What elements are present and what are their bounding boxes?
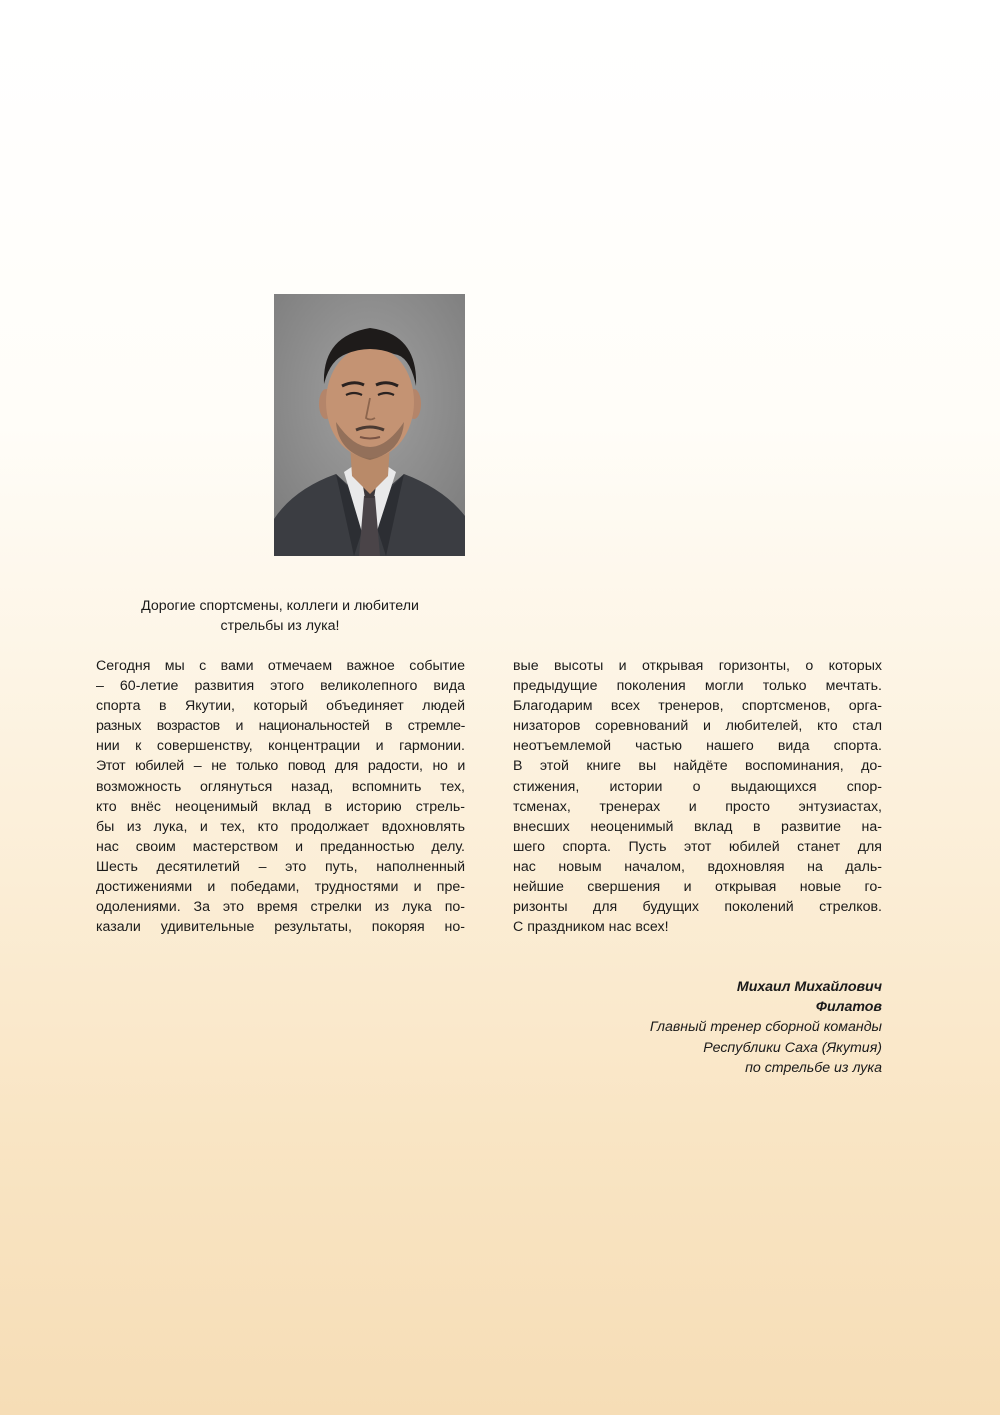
text-line: неотъемлемой частью нашего вида спорта. (513, 738, 882, 755)
portrait-illustration (274, 294, 465, 556)
text-line: одолениями. За это время стрелки из лука по- (96, 899, 465, 916)
text-line: нас своим мастерством и преданностью делу. (96, 838, 465, 855)
text-line: С праздником нас всех! (513, 919, 669, 936)
text-line: Этот юбилей – не только повод для радости, но и (96, 758, 465, 775)
greeting-heading (96, 596, 464, 636)
signatory-name: Михаил Михайлович (736, 979, 882, 995)
text-line: внесших неоценимый вклад в развитие на- (513, 818, 882, 835)
text-line: вые высоты и открывая горизонты, о которых (513, 658, 882, 674)
text-line: – 60-летие развития этого великолепного вида (96, 678, 465, 695)
text-line: нейшие свершения и открывая новые го- (513, 879, 882, 896)
text-line: возможность оглянуться назад, вспомнить тех, (96, 778, 465, 795)
text-line: спорта в Якутии, который объединяет людей (96, 698, 465, 715)
signatory-surname: Филатов (815, 999, 882, 1016)
text-line: ризонты для будущих поколений стрелков. (513, 899, 882, 916)
portrait-photo (274, 294, 465, 556)
text-line: В этой книге вы найдёте воспоминания, до- (513, 758, 882, 775)
text-line: Шесть десятилетий – это путь, наполненный (96, 858, 465, 875)
greeting-line: Дорогие спортсмены, коллеги и любители (141, 598, 419, 614)
signatory-role: по стрельбе из лука (745, 1059, 882, 1076)
text-line: казали удивительные результаты, покоряя но- (96, 919, 465, 936)
text-line: стижения, истории о выдающихся спор- (513, 778, 882, 795)
signatory-role: Республики Саха (Якутия) (703, 1039, 882, 1056)
text-line: достижениями и победами, трудностями и пре- (96, 879, 465, 896)
signature-block (560, 977, 882, 1078)
right-text-column (513, 656, 882, 937)
text-line: тсменах, тренерах и просто энтузиастах, (513, 798, 882, 815)
text-line: нас новым началом, вдохновляя на даль- (513, 858, 882, 875)
text-line: шего спорта. Пусть этот юбилей станет для (513, 838, 882, 855)
text-line: Сегодня мы с вами отмечаем важное событие (96, 658, 465, 674)
text-line: низаторов соревнований и любителей, кто стал (513, 718, 882, 735)
text-line: разных возрастов и национальностей в стремле- (96, 718, 465, 735)
text-line: нии к совершенству, концентрации и гармонии. (96, 738, 465, 755)
text-line: Благодарим всех тренеров, спортсменов, орга- (513, 698, 882, 715)
text-line: бы из лука, и тех, кто продолжает вдохновлять (96, 818, 465, 835)
signatory-role: Главный тренер сборной команды (649, 1019, 882, 1036)
text-line: кто внёс неоценимый вклад в историю стрель- (96, 798, 465, 815)
greeting-line: стрельбы из лука! (220, 618, 340, 634)
left-text-column (96, 656, 465, 937)
text-line: предыдущие поколения могли только мечтать. (513, 678, 882, 695)
